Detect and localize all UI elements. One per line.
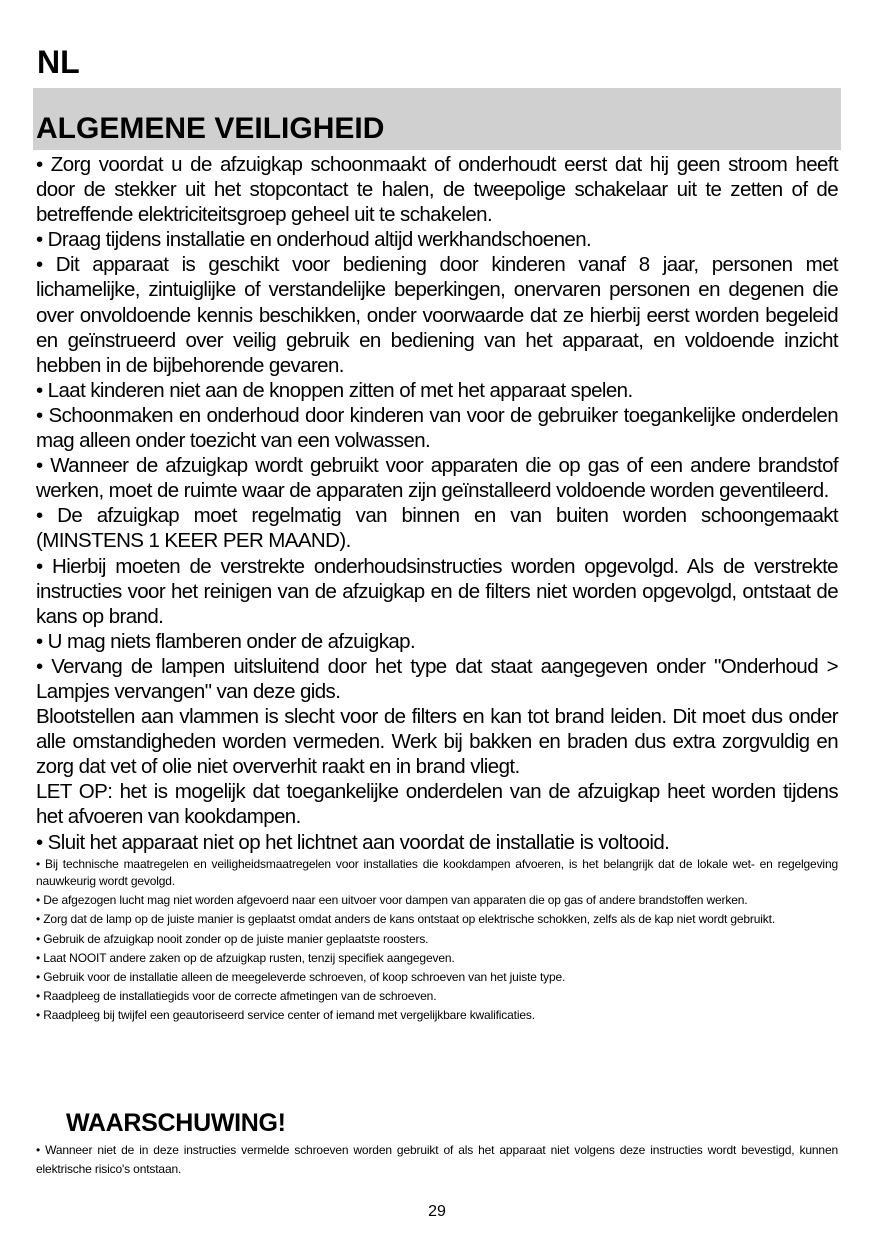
- section-title: ALGEMENE VEILIGHEID: [36, 112, 385, 145]
- caution-note: LET OP: het is mogelijk dat toegankelijke onderdelen van de afzuigkap heet worden tijdens het afvoeren van kookdampen.: [36, 780, 838, 829]
- safety-item: • U mag niets flamberen onder de afzuigkap.: [36, 629, 416, 653]
- safety-list: [36, 152, 838, 855]
- warning-title: WAARSCHUWING!: [66, 1109, 286, 1137]
- safety-item: • Sluit het apparaat niet op het lichtnet aan voordat de installatie is voltooid.: [36, 830, 670, 854]
- warning-block: [36, 1141, 838, 1179]
- safety-item: • Laat kinderen niet aan de knoppen zitten of met het apparaat spelen.: [36, 378, 633, 402]
- safety-item: • Draag tijdens installatie en onderhoud altijd werkhandschoenen.: [36, 228, 592, 252]
- safety-item: • Dit apparaat is geschikt voor bediening door kinderen vanaf 8 jaar, personen met lichamelijke, zintuiglijke of verstandelijke beperkingen, onervaren personen en degenen die over onvoldoende kennis beschikken, onder voorwaarde dat ze hierbij eerst worden begeleid en geïnstrueerd over veilig gebruik en bediening van het apparaat, en voldoende inzicht hebben in de bijbehorende gevaren.: [36, 253, 838, 377]
- warning-text: • Wanneer niet de in deze instructies vermelde schroeven worden gebruikt of als het apparaat niet volgens deze instructies wordt bevestigd, kunnen elektrische risico's ontstaan.: [36, 1143, 838, 1176]
- installation-notes: [36, 856, 838, 1025]
- note-item: • De afgezogen lucht mag niet worden afgevoerd naar een uitvoer voor dampen van apparaten die op gas of andere brandstoffen werken.: [36, 892, 748, 907]
- safety-item: • Wanneer de afzuigkap wordt gebruikt voor apparaten die op gas of een andere brandstof werken, moet de ruimte waar de apparaten zijn geïnstalleerd voldoende worden geventileerd.: [36, 454, 838, 503]
- note-item: • Zorg dat de lamp op de juiste manier is geplaatst omdat anders de kans ontstaat op elektrische schokken, zelfs als de kap niet wordt gebruikt.: [36, 911, 776, 926]
- safety-item: • Hierbij moeten de verstrekte onderhoudsinstructies worden opgevolgd. Als de verstrekte instructies voor het reinigen van de afzuigkap en de filters niet worden opgevolgd, ontstaat de kans op brand.: [36, 554, 838, 628]
- note-item: • Bij technische maatregelen en veiligheidsmaatregelen voor installaties die kookdampen afvoeren, is het belangrijk dat de lokale wet- en regelgeving nauwkeurig wordt gevolgd.: [36, 856, 838, 888]
- note-item: • Raadpleeg de installatiegids voor de correcte afmetingen van de schroeven.: [36, 988, 437, 1003]
- safety-item: • Vervang de lampen uitsluitend door het type dat staat aangegeven onder "Onderhoud > Lampjes vervangen" van deze gids.: [36, 654, 838, 703]
- safety-item: • De afzuigkap moet regelmatig van binnen en van buiten worden schoongemaakt (MINSTENS 1 KEER PER MAAND).: [36, 504, 838, 553]
- safety-item: • Zorg voordat u de afzuigkap schoonmaakt of onderhoudt eerst dat hij geen stroom heeft door de stekker uit het stopcontact te halen, de tweepolige schakelaar uit te zetten of de betreffende elektriciteitsgroep geheel uit te schakelen.: [36, 153, 838, 227]
- safety-item: • Schoonmaken en onderhoud door kinderen van voor de gebruiker toegankelijke onderdelen mag alleen onder toezicht van een volwassen.: [36, 403, 838, 453]
- safety-paragraph: Blootstellen aan vlammen is slecht voor de filters en kan tot brand leiden. Dit moet dus onder alle omstandigheden worden vermeden. Werk bij bakken en braden dus extra zorgvuldig en zorg dat vet of olie niet oververhit raakt en in brand vliegt.: [36, 705, 838, 779]
- note-item: • Gebruik de afzuigkap nooit zonder op de juiste manier geplaatste roosters.: [36, 931, 429, 946]
- page-number: 29: [428, 1203, 446, 1220]
- language-code: NL: [37, 44, 80, 80]
- note-item: • Gebruik voor de installatie alleen de meegeleverde schroeven, of koop schroeven van het juiste type.: [36, 969, 566, 984]
- note-item: • Raadpleeg bij twijfel een geautoriseerd service center of iemand met vergelijkbare kwalificaties.: [36, 1007, 535, 1022]
- note-item: • Laat NOOIT andere zaken op de afzuigkap rusten, tenzij specifiek aangegeven.: [36, 950, 455, 965]
- body-text: [36, 152, 838, 1025]
